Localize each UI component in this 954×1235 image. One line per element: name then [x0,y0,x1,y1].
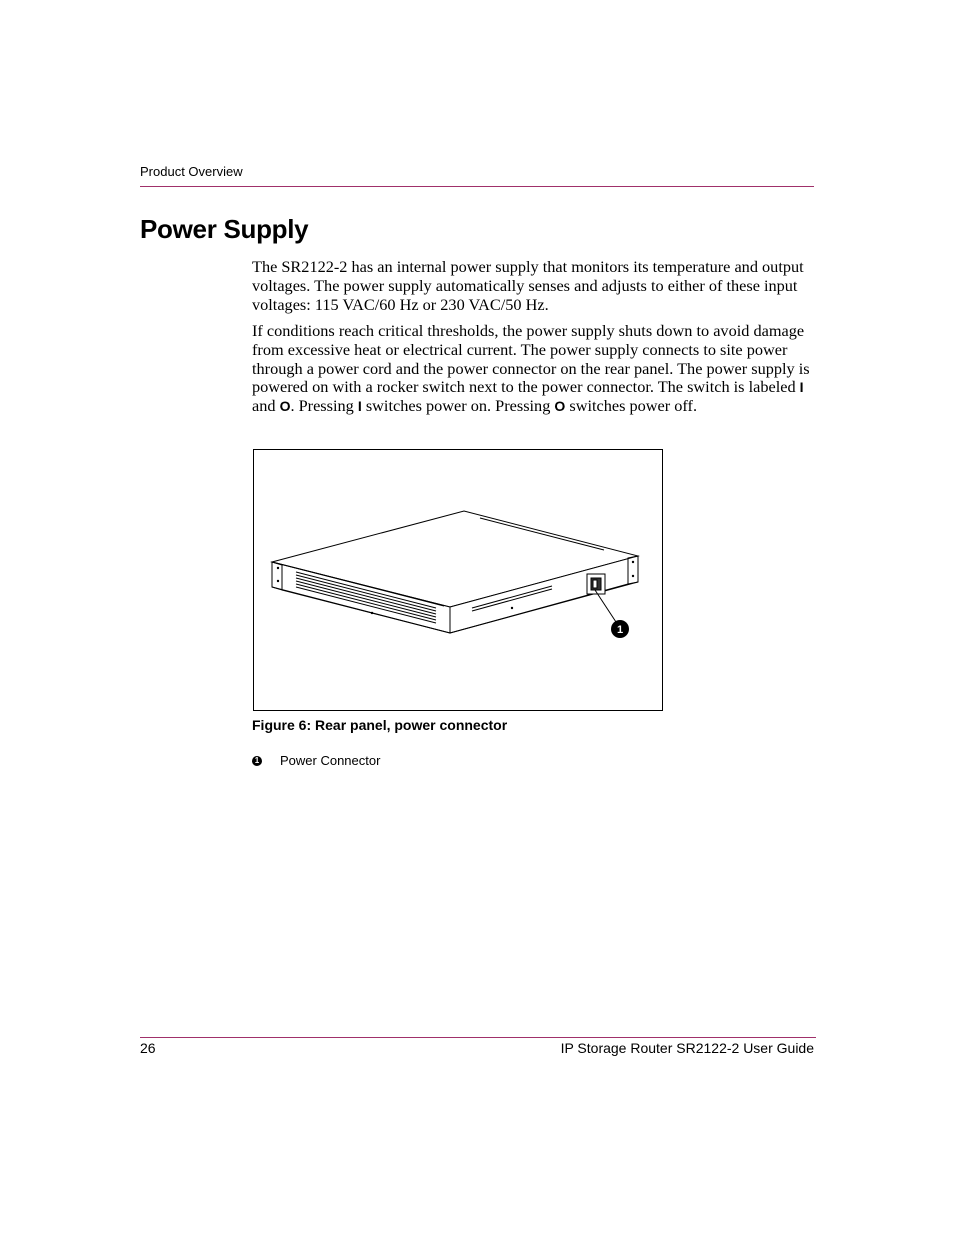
on-symbol: I [357,398,362,415]
figure-rear-panel [253,449,663,711]
paragraph-2 [252,322,818,416]
p2-text-d: switches power on. Pressing [361,396,555,416]
section-title: Power Supply [140,214,309,244]
on-symbol: I [799,379,804,396]
header-rule [140,186,814,187]
running-head: Product Overview [140,164,243,179]
router-illustration [254,450,662,710]
callout-label: Power Connector [280,753,381,768]
callout-number: 1 [252,756,262,766]
callout-marker-label: 1 [616,624,624,636]
figure-caption: Figure 6: Rear panel, power connector [252,717,508,733]
footer-rule [140,1037,816,1038]
p2-text-c: . Pressing [290,396,358,416]
p2-text-a: If conditions reach critical thresholds, the power supply shuts down to avoid damage from excessive heat or electrical current. The power supply connects to site power through a power cord and the power connector on the rear panel. The power supply is powered on with a rocker switch next to the power connector. The switch is labeled [252,321,810,397]
off-symbol: O [554,398,566,415]
callout-list-item [252,753,380,768]
p2-text-e: switches power off. [565,396,698,416]
footer-doc-title: IP Storage Router SR2122-2 User Guide [560,1040,814,1056]
page-number: 26 [140,1040,156,1056]
off-symbol: O [279,398,291,415]
p2-text-b: and [252,396,280,416]
paragraph-1: The SR2122-2 has an internal power supply that monitors its temperature and output voltages. The power supply automatically senses and adjusts to either of these input voltages: 115 VAC/60 Hz or 230 VAC/50 Hz. [252,257,804,314]
